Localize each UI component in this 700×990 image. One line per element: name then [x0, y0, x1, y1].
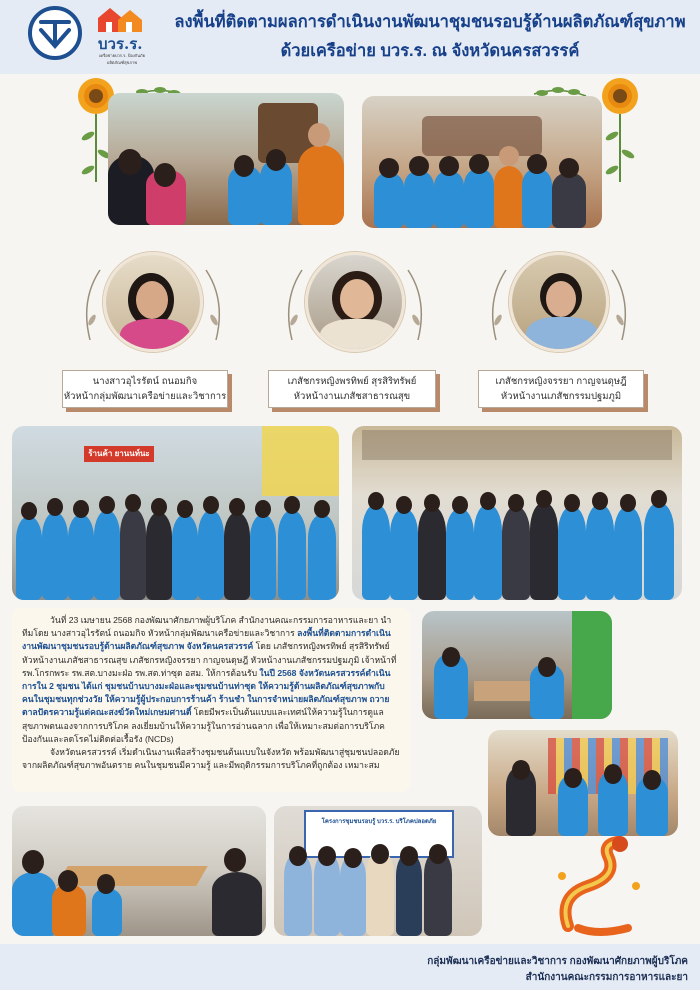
- photo-banner-group: [274, 806, 482, 936]
- portrait-official-1: [103, 252, 203, 352]
- bwrs-logo-subtext: เครือข่ายบวร.ร. ป้องกันภัยผลิตภัณฑ์สุขภาพ: [99, 53, 145, 65]
- banner-text: โครงการชุมชนรอบรู้ บวร.ร. บริโภคปลอดภัย: [304, 810, 454, 858]
- p1-text-1: วันที่ 23 เมษายน 2568 กองพัฒนาศักยภาพผู้บริโภค สำนักงานคณะกรรมการอาหารและยา นำทีมโดย นางสาวอุไรรัตน์ ถนอมกิจ หัวหน้ากลุ่มพัฒนาเครือข่ายและวิชาการ: [22, 615, 392, 639]
- official-2-card: [268, 370, 436, 408]
- page-title-line2: ด้วยเครือข่าย บวร.ร. ณ จังหวัดนครสวรรค์: [280, 42, 580, 60]
- footer-agency: สำนักงานคณะกรรมการอาหารและยา: [525, 972, 688, 983]
- official-3-title: หัวหน้างานเภสัชกรรมปฐมภูมิ: [500, 391, 622, 402]
- article-text: [12, 608, 410, 792]
- photo-monk-meeting: [108, 93, 344, 225]
- article-paragraph-2: [22, 746, 400, 772]
- official-2-title: หัวหน้างานเภสัชสาธารณสุข: [293, 391, 411, 402]
- p2-text: จังหวัดนครสวรรค์ เริ่มดำเนินงานเพื่อสร้างชุมชนต้นแบบในจังหวัด พร้อมพัฒนาสู่ชุมชนปลอดภัยจากผลิตภัณฑ์สุขภาพอันตราย คนในชุมชนมีความรู้ และมีพฤติกรรมการบริโภคที่ถูกต้อง เหมาะสม: [22, 747, 400, 771]
- p1-text-3: โดยมีพระเป็นต้นแบบและเทศน์ให้ความรู้ในการดูแลสุขภาพตนเองจากการบริโภค ลงเยี่ยมบ้านให้ความรู้ในการอ่านฉลาก เพื่อให้เหมาะสมต่อการบริโภค ป้องกันและลดโรคไม่ติดต่อเรื้อรัง (NCDs): [22, 707, 385, 744]
- p1-text-2: โดย เภสัชกรหญิงพรทิพย์ สุรสิริทรัพย์ หัวหน้างานเภสัชสาธารณสุข เภสัชกรหญิงจรรยา กาญจนดุษฎี หัวหน้างานเภสัชกรรมปฐมภูมิ เจ้าหน้าที่ รพ.โกรกพระ รพ.สต.บางมะฝ่อ รพ.สต.ท่าซุด อสม. ให้การต้อนรับ: [22, 641, 397, 678]
- photo-shop-group: [12, 426, 339, 600]
- photo-hospital-group: [352, 426, 682, 600]
- bwrs-logo: [92, 6, 152, 64]
- photo-grocery-store: [488, 730, 678, 836]
- footer-department: กลุ่มพัฒนาเครือข่ายและวิชาการ กองพัฒนาศักยภาพผู้บริโภค: [427, 956, 688, 967]
- portrait-official-2: [305, 252, 405, 352]
- official-1-card: [62, 370, 228, 408]
- portrait-official-3: [509, 252, 609, 352]
- page-title-line1: ลงพื้นที่ติดตามผลการดำเนินงานพัฒนาชุมชนรอบรู้ด้านผลิตภัณฑ์สุขภาพ: [174, 13, 686, 31]
- p1-highlight-1: ลงพื้นที่ติดตามการดำเนินงานพัฒนาชุมชนรอบรู้ด้านผลิตภัณฑ์สุขภาพ จังหวัดนครสวรรค์: [22, 628, 391, 652]
- page-footer: [0, 944, 700, 990]
- official-3-name: เภสัชกรหญิงจรรยา กาญจนดุษฎี: [495, 376, 627, 387]
- fda-logo: [28, 6, 82, 60]
- official-3-card: [478, 370, 644, 408]
- p1-highlight-2: ในปี 2568 จังหวัดนครสวรรค์ดำเนินการใน 2 ชุมชน ได้แก่ ชุมชนบ้านบางมะฝ่อและชุมชนบ้านท่าซุด ให้ความรู้ด้านผลิตภัณฑ์สุขภาพกับคนในชุมชนทุกช่วงวัย ให้ความรู้ผู้ประกอบการร้านค้า ร้านชำ ในการจำหน่ายผลิตภัณฑ์สุขภาพ ถวายตาลปัตรความรู้แด่คณะสงฆ์วัดใหม่เกษมศานติ์: [22, 667, 391, 718]
- official-1-name: นางสาวอุไรรัตน์ ถนอมกิจ: [92, 376, 198, 387]
- page-header: [0, 0, 700, 74]
- photo-temple-group: [362, 96, 602, 228]
- dragon-icon: [548, 836, 648, 942]
- photo-home-visit: [422, 611, 612, 719]
- bwrs-logo-text: บวร.ร.: [98, 35, 143, 53]
- shop-sign: ร้านค้า ยานนท์นะ: [84, 446, 154, 462]
- photo-meeting-room: [12, 806, 266, 936]
- article-paragraph-1: [22, 614, 400, 746]
- official-1-title: หัวหน้ากลุ่มพัฒนาเครือข่ายและวิชาการ: [63, 391, 227, 402]
- sunflower-right-icon: [598, 74, 642, 184]
- official-2-name: เภสัชกรหญิงพรทิพย์ สุรสิริทรัพย์: [287, 376, 417, 387]
